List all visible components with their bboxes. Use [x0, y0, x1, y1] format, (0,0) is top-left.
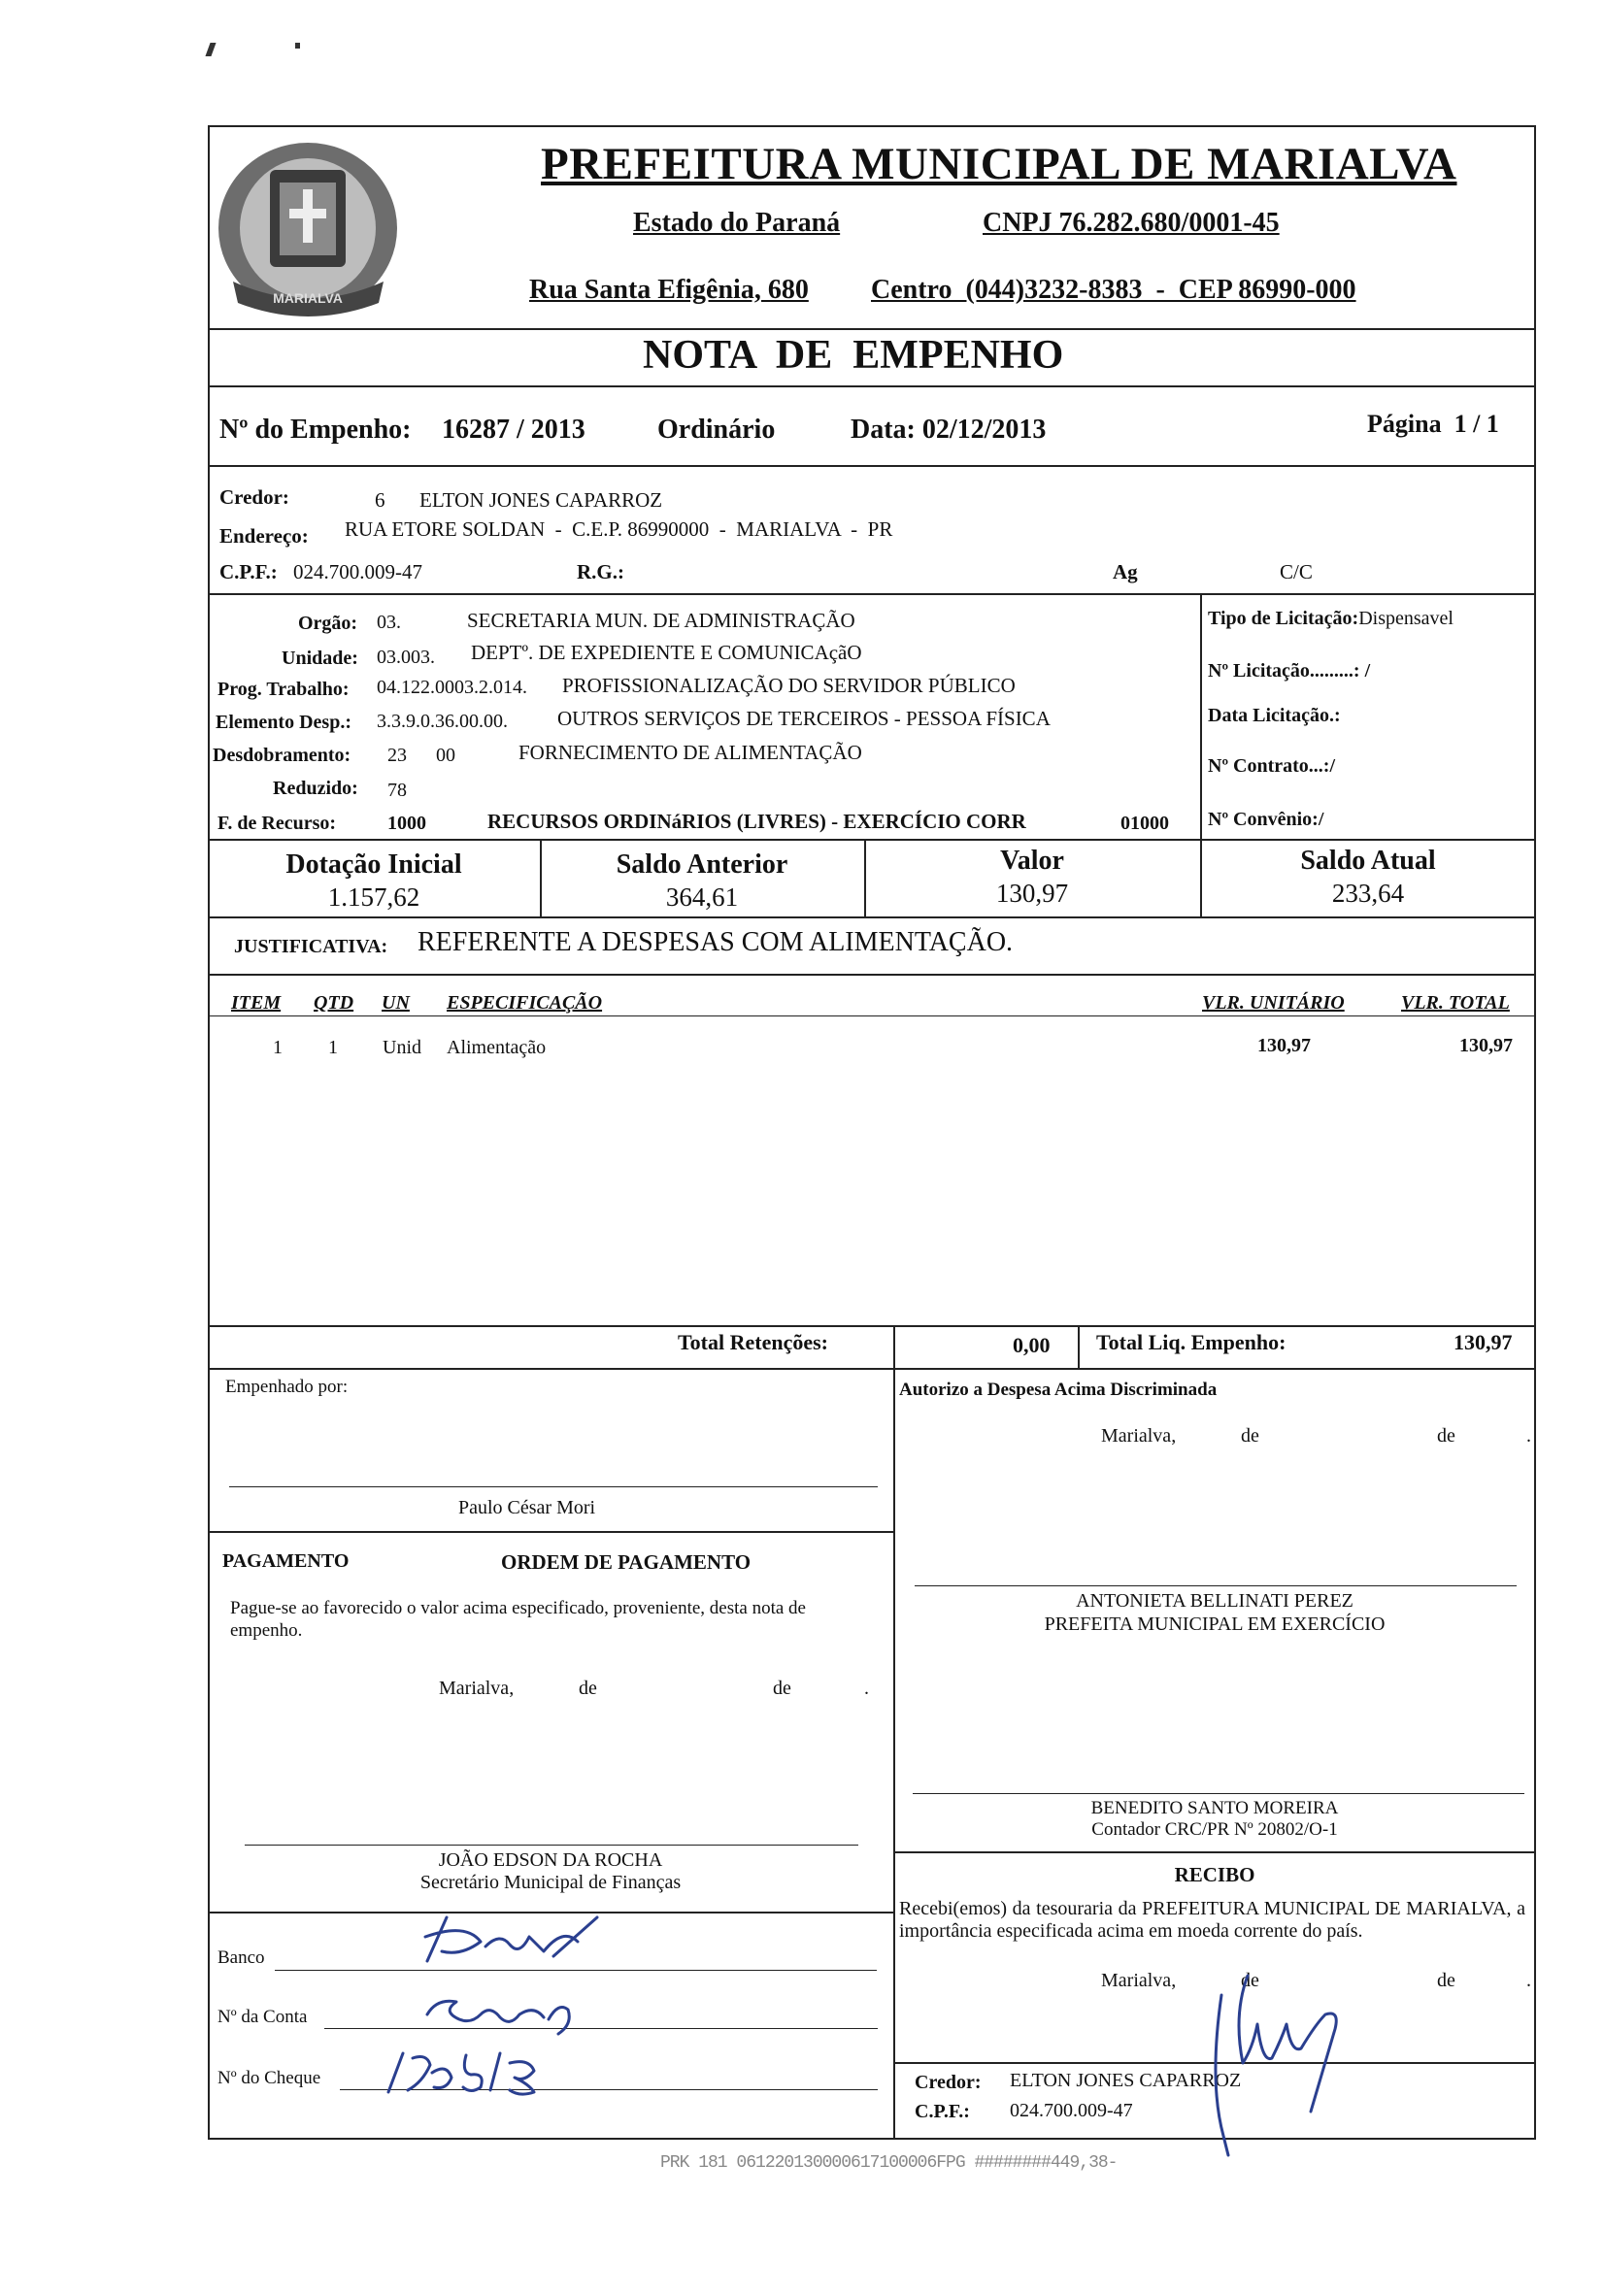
agency-label: Ag [1113, 560, 1138, 583]
banco-label: Banco [217, 1947, 265, 1968]
autorizo-de1: de [1241, 1425, 1259, 1447]
desdobramento-code: 23 00 [387, 745, 455, 766]
endereco-value: RUA ETORE SOLDAN - C.E.P. 86990000 - MARIALVA - PR [345, 517, 893, 541]
pagamento-dot: . [864, 1678, 869, 1699]
recurso-desc: RECURSOS ORDINáRIOS (LIVRES) - EXERCÍCIO CORR [487, 810, 1026, 833]
scan-mark [295, 43, 300, 49]
desdobramento-desc: FORNECIMENTO DE ALIMENTAÇÃO [518, 741, 862, 764]
empenho-date: Data: 02/12/2013 [851, 415, 1047, 445]
col-header-qtd: QTD [314, 992, 354, 1014]
reduzido-label: Reduzido: [273, 778, 358, 799]
recibo-city: Marialva, [1101, 1970, 1177, 1991]
empenhado-label: Empenhado por: [225, 1377, 349, 1397]
recibo-title: RECIBO [1174, 1863, 1255, 1886]
handwritten-recibo-signature [1194, 1956, 1369, 2165]
valor-label: Valor [1000, 846, 1064, 876]
unidade-desc: DEPTº. DE EXPEDIENTE E COMUNICAçãO [471, 641, 862, 664]
recurso-number: 01000 [1120, 813, 1169, 834]
scan-mark [205, 43, 216, 56]
col-header-unit: VLR. UNITÁRIO [1202, 992, 1345, 1014]
empenho-type: Ordinário [657, 415, 776, 445]
rg-label: R.G.: [577, 560, 624, 583]
justificativa-label: JUSTIFICATIVA: [234, 936, 388, 957]
autorizo-de2: de [1437, 1425, 1455, 1447]
handwritten-account-number [413, 1990, 587, 2039]
cheque-label: Nº do Cheque [217, 2068, 321, 2088]
retencoes-label: Total Retenções: [678, 1330, 828, 1354]
prefeita-title: PREFEITA MUNICIPAL EM EXERCÍCIO [1044, 1614, 1386, 1635]
cpf-label: C.P.F.: [219, 560, 278, 583]
elemento-label: Elemento Desp.: [216, 712, 351, 733]
orgao-desc: SECRETARIA MUN. DE ADMINISTRAÇÃO [467, 609, 855, 632]
col-header-total: VLR. TOTAL [1401, 992, 1510, 1014]
elemento-desc: OUTROS SERVIÇOS DE TERCEIROS - PESSOA FÍSICA [557, 707, 1051, 730]
contador-name: BENEDITO SANTO MOREIRA [1090, 1798, 1339, 1818]
row-qtd: 1 [328, 1037, 338, 1058]
convenio-number: Nº Convênio:/ [1208, 809, 1324, 830]
recibo-cpf-label: C.P.F.: [915, 2101, 970, 2122]
credor-code: 6 [375, 488, 385, 512]
recibo-de2: de [1437, 1970, 1455, 1991]
recibo-credor-label: Credor: [915, 2072, 982, 2093]
table-row [208, 1037, 1536, 1066]
municipality-title: PREFEITURA MUNICIPAL DE MARIALVA [541, 139, 1457, 189]
secretario-name: JOÃO EDSON DA ROCHA [438, 1849, 663, 1871]
conta-label: Nº da Conta [217, 2007, 308, 2027]
prefeita-name: ANTONIETA BELLINATI PEREZ [1076, 1590, 1353, 1612]
state-name: Estado do Paraná [633, 208, 841, 238]
licitacao-date: Data Licitação.: [1208, 705, 1341, 726]
licitacao-type-label: Tipo de Licitação: [1208, 608, 1359, 629]
saldo-atual-value: 233,64 [1331, 879, 1405, 908]
prog-code: 04.122.0003.2.014. [377, 677, 527, 698]
justificativa-text: REFERENTE A DESPESAS COM ALIMENTAÇÃO. [418, 927, 1014, 957]
row-un: Unid [383, 1037, 421, 1058]
empenho-number: 16287 / 2013 [442, 415, 585, 445]
page-number: Página 1 / 1 [1367, 410, 1499, 438]
recurso-code: 1000 [387, 813, 426, 834]
orgao-label: Orgão: [298, 613, 358, 634]
cpf-value: 024.700.009-47 [293, 560, 422, 583]
pagamento-label: PAGAMENTO [222, 1550, 350, 1572]
address: Rua Santa Efigênia, 680 [529, 275, 809, 305]
col-header-un: UN [382, 992, 410, 1014]
total-liq-value: 130,97 [1454, 1330, 1513, 1354]
recurso-label: F. de Recurso: [217, 813, 337, 834]
col-header-item: ITEM [231, 992, 282, 1014]
pagamento-city: Marialva, [439, 1678, 515, 1699]
pagamento-de1: de [579, 1678, 597, 1699]
credor-label: Credor: [219, 485, 289, 509]
empenhado-name: Paulo César Mori [458, 1497, 596, 1518]
municipal-crest [214, 136, 403, 335]
recibo-dot: . [1526, 1970, 1531, 1991]
saldo-anterior-label: Saldo Anterior [616, 849, 788, 880]
row-spec: Alimentação [447, 1037, 547, 1058]
district-phone-cep: Centro (044)3232-8383 - CEP 86990-000 [871, 275, 1356, 305]
row-total-value: 130,97 [1459, 1035, 1513, 1056]
recibo-de1: de [1241, 1970, 1259, 1991]
valor-value: 130,97 [995, 879, 1069, 908]
recibo-text: Recebi(emos) da tesouraria da PREFEITURA MUNICIPAL DE MARIALVA, a importância especificada acima em moeda corrente do país. [899, 1898, 1525, 1942]
row-unit-value: 130,97 [1257, 1035, 1311, 1056]
contrato-number: Nº Contrato...:/ [1208, 755, 1336, 777]
total-liq-label: Total Liq. Empenho: [1096, 1330, 1287, 1354]
prog-label: Prog. Trabalho: [217, 679, 350, 700]
recibo-credor-name: ELTON JONES CAPARROZ [1010, 2070, 1242, 2091]
svg-text:MARIALVA: MARIALVA [273, 290, 343, 306]
saldo-anterior-value: 364,61 [665, 882, 739, 912]
reduzido-value: 78 [387, 780, 407, 801]
handwritten-bank-signature [408, 1908, 612, 1976]
dotacao-label: Dotação Inicial [285, 849, 462, 880]
contador-title: Contador CRC/PR Nº 20802/O-1 [1091, 1819, 1338, 1840]
row-item: 1 [273, 1037, 283, 1058]
pagamento-text: Pague-se ao favorecido o valor acima especificado, proveniente, desta nota de empenho. [230, 1598, 806, 1641]
empenho-label: Nº do Empenho: [219, 415, 412, 445]
recibo-cpf-value: 024.700.009-47 [1010, 2100, 1133, 2121]
orgao-code: 03. [377, 612, 401, 633]
credor-name: ELTON JONES CAPARROZ [419, 488, 663, 512]
account-label: C/C [1280, 560, 1313, 583]
ordem-pagamento-label: ORDEM DE PAGAMENTO [501, 1550, 752, 1574]
endereco-label: Endereço: [219, 524, 309, 548]
unidade-code: 03.003. [377, 647, 435, 668]
elemento-code: 3.3.9.0.36.00.00. [377, 711, 508, 732]
col-header-spec: ESPECIFICAÇÃO [447, 992, 603, 1014]
footer-code: PRK 181 061220130000617100006FPG ########449,38- [660, 2153, 1118, 2173]
licitacao-number: Nº Licitação.........: / [1208, 660, 1371, 682]
autorizo-city: Marialva, [1101, 1425, 1177, 1447]
dotacao-value: 1.157,62 [327, 882, 420, 912]
cnpj: CNPJ 76.282.680/0001-45 [983, 208, 1280, 238]
retencoes-value: 0,00 [1013, 1333, 1051, 1357]
licitacao-type [1208, 608, 1454, 630]
desdobramento-label: Desdobramento: [213, 745, 351, 766]
unidade-label: Unidade: [282, 648, 358, 669]
secretario-title: Secretário Municipal de Finanças [419, 1872, 682, 1893]
prog-desc: PROFISSIONALIZAÇÃO DO SERVIDOR PÚBLICO [562, 674, 1016, 697]
pagamento-de2: de [773, 1678, 791, 1699]
licitacao-type-value: Dispensavel [1358, 608, 1454, 629]
document-title: NOTA DE EMPENHO [643, 333, 1064, 378]
autorizo-text: Autorizo a Despesa Acima Discriminada [899, 1380, 1218, 1400]
saldo-atual-label: Saldo Atual [1300, 846, 1436, 876]
autorizo-dot: . [1526, 1425, 1531, 1447]
handwritten-cheque-number [374, 2044, 597, 2097]
